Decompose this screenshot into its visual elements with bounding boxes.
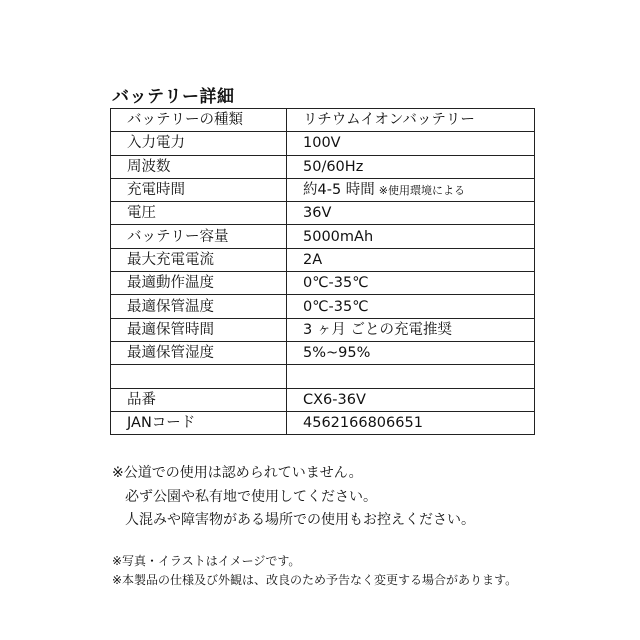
spec-label: バッテリー容量	[111, 225, 287, 248]
spec-value: 2A	[303, 251, 323, 268]
spec-label: 最適保管温度	[111, 295, 287, 318]
battery-spec-table	[110, 108, 535, 435]
disclaimer-note-1: ※写真・イラストはイメージです。	[112, 554, 301, 568]
spec-row	[111, 295, 535, 318]
spec-value-cell	[287, 248, 535, 271]
spec-value-cell	[287, 225, 535, 248]
spec-row	[111, 155, 535, 178]
spec-value: リチウムイオンバッテリー	[303, 112, 475, 129]
spec-value: 50/60Hz	[303, 158, 364, 175]
spec-value: 36V	[303, 205, 332, 222]
spec-row	[111, 132, 535, 155]
spec-row	[111, 365, 535, 388]
spec-label: 充電時間	[111, 178, 287, 201]
spec-value: 約4-5 時間	[303, 181, 375, 198]
spec-value-cell	[287, 295, 535, 318]
spec-row	[111, 178, 535, 201]
spec-value: 5000mAh	[303, 228, 374, 245]
spec-value-cell	[287, 178, 535, 201]
spec-value-cell	[287, 318, 535, 341]
spec-label	[111, 365, 287, 388]
spec-label: 最適保管湿度	[111, 341, 287, 364]
spec-label: バッテリーの種類	[111, 109, 287, 132]
spec-value: 4562166806651	[303, 415, 423, 431]
disclaimer-notes	[112, 552, 517, 590]
spec-value-cell	[287, 132, 535, 155]
spec-label: 最適動作温度	[111, 272, 287, 295]
spec-value-cell	[287, 388, 535, 411]
spec-value: CX6-36V	[303, 391, 366, 408]
spec-value-cell	[287, 272, 535, 295]
usage-notes	[112, 462, 475, 533]
spec-value: 3 ヶ月 ごとの充電推奨	[303, 321, 452, 338]
spec-value-cell	[287, 365, 535, 388]
spec-label: 周波数	[111, 155, 287, 178]
spec-value: 100V	[303, 135, 341, 152]
spec-value-cell	[287, 341, 535, 364]
spec-label: 電圧	[111, 202, 287, 225]
spec-row	[111, 272, 535, 295]
spec-row	[111, 411, 535, 434]
spec-value: 0℃-35℃	[303, 298, 369, 315]
spec-label: 入力電力	[111, 132, 287, 155]
page-title: バッテリー詳細	[112, 87, 235, 107]
spec-label: 品番	[111, 388, 287, 411]
spec-row	[111, 341, 535, 364]
spec-value-cell	[287, 109, 535, 132]
spec-value-cell	[287, 202, 535, 225]
spec-value-cell	[287, 155, 535, 178]
spec-value: 0℃-35℃	[303, 275, 369, 292]
spec-label: 最適保管時間	[111, 318, 287, 341]
spec-note: ※使用環境による	[378, 183, 466, 197]
spec-label: JANコード	[111, 411, 287, 434]
spec-label: 最大充電電流	[111, 248, 287, 271]
usage-note-3: 人混みや障害物がある場所での使用もお控えください。	[125, 512, 475, 528]
spec-value: 5%~95%	[303, 345, 371, 362]
spec-row	[111, 318, 535, 341]
spec-row	[111, 109, 535, 132]
spec-row	[111, 388, 535, 411]
spec-row	[111, 202, 535, 225]
usage-note-2: 必ず公園や私有地で使用してください。	[125, 488, 377, 505]
spec-value-cell	[287, 411, 535, 434]
spec-row	[111, 248, 535, 271]
disclaimer-note-2: ※本製品の仕様及び外観は、改良のため予告なく変更する場合があります。	[112, 573, 518, 587]
usage-note-1: ※公道での使用は認められていません。	[112, 465, 363, 481]
spec-row	[111, 225, 535, 248]
